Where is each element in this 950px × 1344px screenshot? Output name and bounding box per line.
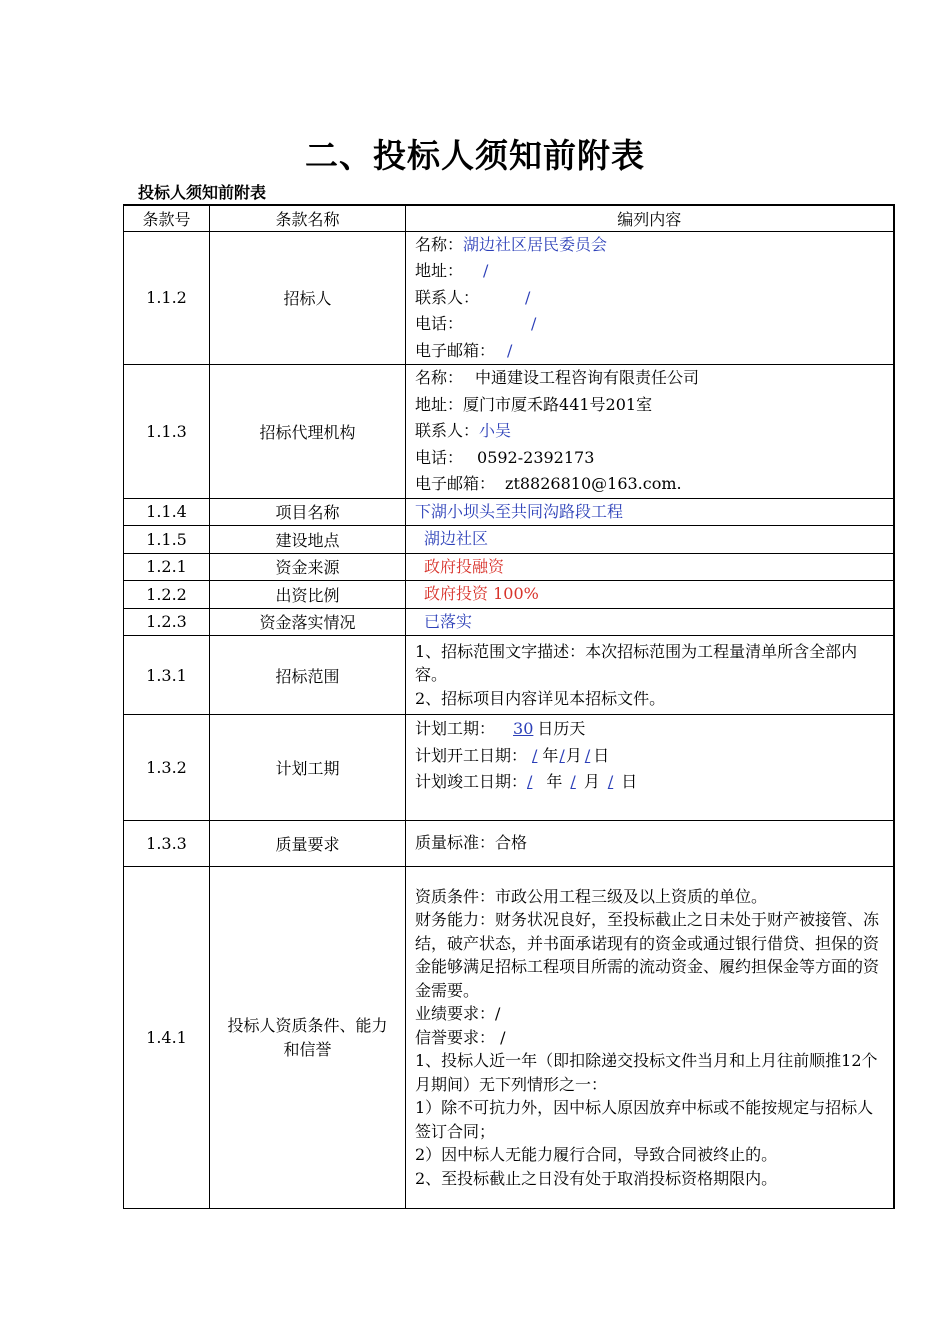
field-label: 联系人： <box>415 421 480 440</box>
clause-number: 1.2.1 <box>124 553 210 581</box>
agency-address: 厦门市厦禾路441号201室 <box>463 394 653 414</box>
bid-info-table <box>123 204 895 1209</box>
clause-number: 1.4.1 <box>124 867 210 1209</box>
field-label: 计划工期： <box>415 719 496 738</box>
table-row <box>124 581 894 609</box>
page-title: 二、投标人须知前附表 <box>305 136 645 175</box>
field-label: 联系人： <box>415 287 480 307</box>
field-label: 电子邮箱： <box>415 340 496 360</box>
clause-number: 1.1.2 <box>124 231 210 365</box>
tenderer-name: 湖边社区居民委员会 <box>463 234 608 254</box>
end-year: / <box>527 772 533 791</box>
scope-paragraph: 2、招标项目内容详见本招标文件。 <box>415 688 666 708</box>
agency-phone: 0592-2392173 <box>477 447 595 467</box>
agency-phone-line <box>415 445 887 472</box>
financial-paragraph: 财务能力：财务状况良好，至投标截止之日未处于财产被接管、冻结，破产状态，并书面承诺现有的资金或通过银行借贷、担保的资金能够满足招标工程项目所需的流动资金、履约担保金等方面的资金需要。 <box>415 910 880 1000</box>
clause-name: 计划工期 <box>210 715 406 821</box>
duration-days <box>495 719 537 738</box>
table-row <box>124 365 894 499</box>
agency-name-line <box>415 365 887 392</box>
agency-email-line <box>415 471 887 498</box>
performance-paragraph: 业绩要求：/ <box>415 1004 501 1024</box>
duration-unit: 日历天 <box>537 719 586 738</box>
table-row <box>124 498 894 526</box>
clause-number: 1.2.3 <box>124 608 210 636</box>
clause-content <box>406 867 894 1209</box>
clause-number: 1.3.1 <box>124 636 210 715</box>
table-caption: 投标人须知前附表 <box>138 183 267 202</box>
clause-content <box>406 636 894 715</box>
month-unit: 月 <box>583 772 600 791</box>
project-name: 下湖小坝头至共同沟路段工程 <box>406 498 894 526</box>
end-month: / <box>570 772 576 791</box>
year-unit: 年 <box>542 745 559 765</box>
tenderer-email-line <box>415 338 887 365</box>
field-label: 地址： <box>415 394 464 414</box>
clause-number: 1.1.5 <box>124 526 210 554</box>
header-content: 编列内容 <box>406 205 894 231</box>
clause-content <box>406 715 894 821</box>
table-row <box>124 821 894 867</box>
table-row <box>124 553 894 581</box>
year-unit: 年 <box>546 772 563 791</box>
field-label: 地址： <box>415 261 464 280</box>
condition-paragraph: 1、投标人近一年（即扣除递交投标文件当月和上月往前顺推12个月期间）无下列情形之一： <box>415 1051 878 1094</box>
end-day: / <box>607 772 614 791</box>
header-clause-name: 条款名称 <box>210 205 406 231</box>
clause-name: 招标人 <box>210 231 406 365</box>
credit-paragraph: 信誉要求： / <box>415 1027 506 1047</box>
table-row <box>124 526 894 554</box>
scope-paragraph: 1、招标范围文字描述：本次招标范围为工程量清单所含全部内容。 <box>415 641 858 685</box>
table-row <box>124 867 894 1209</box>
clause-content <box>406 365 894 499</box>
tenderer-email: / <box>507 340 513 360</box>
tenderer-address: / <box>483 261 489 280</box>
clause-number: 1.1.4 <box>124 498 210 526</box>
construction-site: 湖边社区 <box>406 526 894 554</box>
agency-address-line <box>415 392 887 419</box>
tenderer-phone-line <box>415 311 887 338</box>
table-row <box>124 715 894 821</box>
table-row <box>124 231 894 365</box>
agency-contact-line <box>415 418 887 445</box>
clause-name: 出资比例 <box>210 581 406 609</box>
start-year: / <box>532 745 538 765</box>
clause-number: 1.1.3 <box>124 365 210 499</box>
month-unit: 月 <box>565 745 582 765</box>
field-label: 计划开工日期： <box>415 745 528 765</box>
clause-name: 招标代理机构 <box>210 365 406 499</box>
start-day: / <box>584 745 591 765</box>
funding-status: 已落实 <box>406 608 894 636</box>
clause-number: 1.2.2 <box>124 581 210 609</box>
day-unit: 日 <box>621 772 638 791</box>
condition-paragraph: 2、至投标截止之日没有处于取消投标资格期限内。 <box>415 1168 778 1188</box>
field-label: 电话： <box>415 447 464 467</box>
clause-number: 1.3.3 <box>124 821 210 867</box>
header-clause-number: 条款号 <box>124 205 210 231</box>
clause-content <box>406 231 894 365</box>
clause-name: 质量要求 <box>210 821 406 867</box>
field-label: 电话： <box>415 314 464 333</box>
table-row <box>124 608 894 636</box>
clause-name: 建设地点 <box>210 526 406 554</box>
clause-name: 投标人资质条件、能力和信誉 <box>210 867 406 1209</box>
end-date-line <box>415 769 887 796</box>
table-header-row <box>124 205 894 231</box>
duration-line <box>415 716 887 743</box>
condition-paragraph: 1）除不可抗力外，因中标人原因放弃中标或不能按规定与招标人签订合同； <box>415 1098 874 1141</box>
tenderer-phone: / <box>531 314 537 333</box>
agency-name: 中通建设工程咨询有限责任公司 <box>475 368 700 387</box>
clause-name: 资金落实情况 <box>210 608 406 636</box>
funding-ratio: 政府投资 100% <box>406 581 894 609</box>
field-label: 计划竣工日期： <box>415 772 528 791</box>
qualification-paragraph: 资质条件：市政公用工程三级及以上资质的单位。 <box>415 886 768 906</box>
field-label: 名称： <box>415 234 464 254</box>
tenderer-name-line <box>415 232 887 259</box>
duration-value: 30 <box>513 719 534 738</box>
quality-standard: 质量标准：合格 <box>406 821 894 867</box>
tenderer-contact-line <box>415 285 887 312</box>
start-month: / <box>559 745 565 765</box>
agency-contact: 小吴 <box>479 421 512 440</box>
clause-number: 1.3.2 <box>124 715 210 821</box>
tenderer-contact: / <box>525 287 531 307</box>
agency-email: zt8826810@163.com. <box>505 474 682 493</box>
tenderer-address-line <box>415 258 887 285</box>
funding-source: 政府投融资 <box>406 553 894 581</box>
day-unit: 日 <box>593 745 610 765</box>
start-date-line <box>415 743 887 770</box>
field-label: 电子邮箱： <box>415 474 496 493</box>
clause-name: 项目名称 <box>210 498 406 526</box>
field-label: 名称： <box>415 368 464 387</box>
clause-name: 招标范围 <box>210 636 406 715</box>
condition-paragraph: 2）因中标人无能力履行合同，导致合同被终止的。 <box>415 1145 778 1165</box>
table-row <box>124 636 894 715</box>
clause-name: 资金来源 <box>210 553 406 581</box>
